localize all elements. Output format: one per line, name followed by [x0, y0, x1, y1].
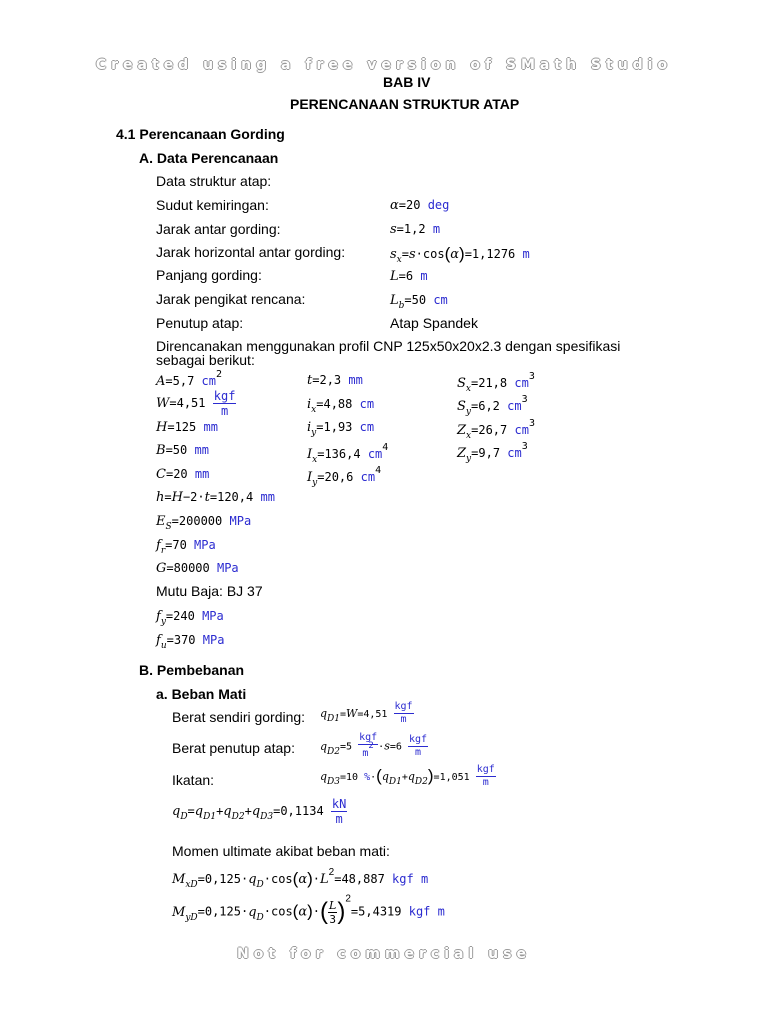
prop-fr: $f_r=70$ MPa — [156, 538, 216, 556]
prop-Zy: $Z_y=9,7$ $cm^3$ — [457, 441, 528, 464]
param-value-penutup: Atap Spandek — [390, 315, 478, 331]
prop-Zx: $Z_x=26,7$ $cm^3$ — [457, 418, 535, 441]
watermark-bottom: Not for commercial use — [237, 946, 531, 962]
chapter-label: BAB IV — [383, 74, 431, 90]
param-label-jarak-horizontal: Jarak horizontal antar gording: — [156, 244, 346, 260]
profile-description: Direncanakan menggunakan profil CNP 125x50x20x2.3 dengan spesifikasi sebagai berikut: — [156, 338, 621, 368]
moment-eq-myd: $M_{yD}=0,125\cdot q_D\cdot\cos(\alpha)\cdot$( $\frac{L}{3}$ )$^2$=5,4319 kgf m — [172, 893, 445, 926]
param-label-jarak: Jarak antar gording: — [156, 221, 281, 237]
param-eq-panjang: L=6 m — [390, 269, 428, 284]
prop-ix: $i_x=4,88$ cm — [307, 397, 375, 415]
param-eq-jarak: s=1,2 m — [390, 222, 441, 237]
prop-B: B=50 mm — [156, 443, 209, 458]
prop-Es: $E_S=200000$ MPa — [156, 514, 252, 532]
prop-W: W=4,51 $\frac{\text{kgf}}{m}$ — [156, 389, 236, 418]
prop-Ix: $I_x=136,4$ $cm^4$ — [307, 442, 389, 465]
prop-fy: $f_y=240$ MPa — [156, 609, 224, 627]
moment-eq-mxd: $M_{xD}=0,125\cdot q_D\cdot\cos(\alpha)\cdot L^2=48,887$ kgf m — [172, 867, 429, 890]
load-eq-qd3: $q_{D3}=10$ $\%\cdot(q_{D1}+q_{D2})=1,051$ $\frac{\text{kgf}}{m}$ — [320, 764, 495, 788]
param-label-penutup: Penutup atap: — [156, 315, 244, 331]
moment-intro: Momen ultimate akibat beban mati: — [172, 843, 390, 859]
prop-A: A=5,7 $cm^2$ — [156, 369, 223, 389]
prop-Sx: $S_x=21,8$ $cm^3$ — [457, 371, 535, 394]
param-label-sudut: Sudut kemiringan: — [156, 197, 269, 213]
load-eq-qd2: $q_{D2}=5$ $\frac{\text{kgf}}{m^2}$ ·s=6 $\frac{\text{kgf}}{m}$ — [320, 732, 427, 759]
param-label-pengikat: Jarak pengikat rencana: — [156, 291, 306, 307]
load-eq-qd-total: $q_D=q_{D1}+q_{D2}+q_{D3}=0,1134$ $\frac{kN}{m}$ — [172, 797, 347, 826]
prop-iy: $i_y=1,93$ cm — [307, 420, 375, 438]
load-label-qd1: Berat sendiri gording: — [172, 709, 306, 725]
prop-H: H=125 mm — [156, 420, 218, 435]
section-heading: 4.1 Perencanaan Gording — [116, 126, 285, 142]
prop-G: G=80000 MPa — [156, 561, 239, 576]
prop-fu: $f_u=370$ MPa — [156, 633, 225, 651]
load-eq-qd1: $q_{D1}=W=4,51$ $\frac{\text{kgf}}{m}$ — [320, 701, 413, 725]
prop-h: h=H−2·t=120,4 mm — [156, 490, 275, 505]
chapter-title: PERENCANAAN STRUKTUR ATAP — [290, 96, 520, 112]
prop-Sy: $S_y=6,2$ $cm^3$ — [457, 394, 528, 417]
param-eq-sudut: α=20 deg — [390, 198, 450, 213]
watermark-top: Created using a free version of SMath Studio — [95, 57, 673, 73]
subsection-pembebanan: B. Pembebanan — [139, 662, 245, 678]
param-label-panjang: Panjang gording: — [156, 267, 262, 283]
subsection-data-perencanaan: A. Data Perencanaan — [139, 150, 279, 166]
data-intro: Data struktur atap: — [156, 173, 272, 189]
prop-t: t=2,3 mm — [307, 373, 363, 388]
param-eq-pengikat: $L_b=50$ cm — [390, 293, 448, 311]
prop-Iy: $I_y=20,6$ $cm^4$ — [307, 465, 382, 488]
prop-C: C=20 mm — [156, 467, 210, 482]
param-eq-jarak-horizontal: $s_x=s\cdot\cos(\alpha)=1,1276$ m — [390, 244, 530, 265]
load-label-qd3: Ikatan: — [172, 772, 215, 788]
mutu-baja: Mutu Baja: BJ 37 — [156, 583, 263, 599]
subsection-beban-mati: a. Beban Mati — [156, 686, 247, 702]
load-label-qd2: Berat penutup atap: — [172, 740, 295, 756]
